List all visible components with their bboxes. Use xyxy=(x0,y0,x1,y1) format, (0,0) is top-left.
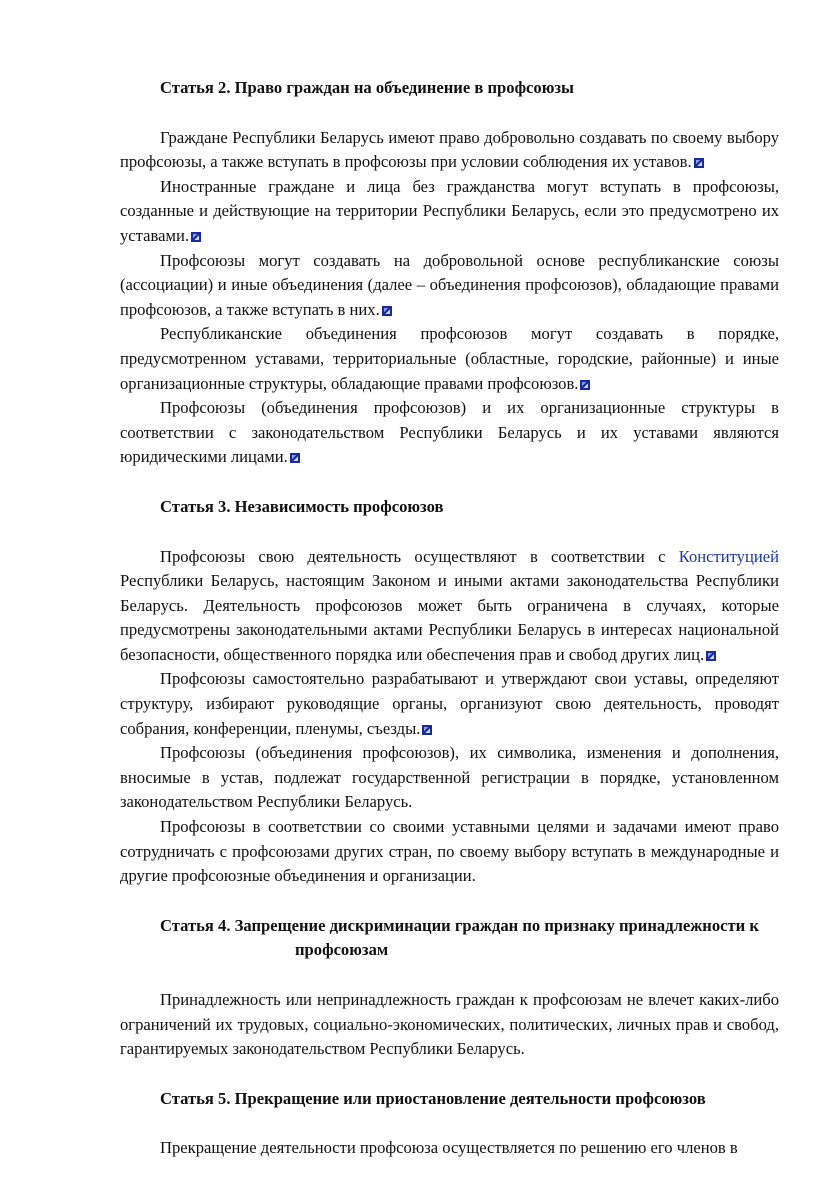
paragraph: Прекращение деятельности профсоюза осуществляется по решению его членов в xyxy=(160,1138,738,1158)
paragraph: Профсоюзы могут создавать на добровольной основе республиканские союзы (ассоциации) и иные объединения (далее – объединения профсоюзов), обладающие правами профсоюзов, а также вступать в них. xyxy=(120,250,779,319)
paragraph: Профсоюзы (объединения профсоюзов), их символика, изменения и дополнения, вносимые в устав, подлежат государственной регистрации в порядке, установленном законодательством Республики Беларусь. xyxy=(120,743,779,812)
article-5-heading: Статья 5. Прекращение или приостановление деятельности профсоюзов xyxy=(160,1088,706,1108)
article-5-body xyxy=(120,1136,779,1161)
article-4-body xyxy=(120,988,779,1062)
note-marker-icon[interactable] xyxy=(422,725,432,735)
article-3-body xyxy=(120,545,779,889)
note-marker-icon[interactable] xyxy=(694,158,704,168)
paragraph: Профсоюзы свою деятельность осуществляют в соответствии с Конституцией Республики Беларусь, настоящим Законом и иными актами законодательства Республики Беларусь. Деятельность профсоюзов может быть ограничена в случаях, которые предусмотрены законодательными актами Республики Беларусь в интересах национальной безопасности, общественного порядка или обеспечения прав и свобод других лиц. xyxy=(120,546,779,664)
paragraph: Принадлежность или непринадлежность граждан к профсоюзам не влечет каких-либо ограничений их трудовых, социально-экономических, политических, личных прав и свобод, гарантируемых законодательством Республики Беларусь. xyxy=(120,990,779,1059)
document-page xyxy=(120,72,779,1186)
note-marker-icon[interactable] xyxy=(706,651,716,661)
article-2-body xyxy=(120,126,779,470)
paragraph: Профсоюзы самостоятельно разрабатывают и утверждают свои уставы, определяют структуру, избирают руководящие органы, организуют свою деятельность, проводят собрания, конференции, пленумы, съезды. xyxy=(120,669,779,738)
constitution-link[interactable]: Конституцией xyxy=(678,546,779,566)
paragraph: Профсоюзы в соответствии со своими уставными целями и задачами имеют право сотрудничать с профсоюзами других стран, по своему выбору вступать в международные и другие профсоюзные объединения и организации. xyxy=(120,817,779,886)
note-marker-icon[interactable] xyxy=(191,232,201,242)
article-3-heading: Статья 3. Независимость профсоюзов xyxy=(160,496,444,516)
article-4-heading: Статья 4. Запрещение дискриминации граждан по признаку принадлежности к профсоюзам xyxy=(160,915,759,960)
article-2-heading: Статья 2. Право граждан на объединение в профсоюзы xyxy=(160,78,575,97)
paragraph: Республиканские объединения профсоюзов могут создавать в порядке, предусмотренном уставами, территориальные (областные, городские, районные) и иные организационные структуры, обладающие правами профсоюзов. xyxy=(120,324,779,393)
paragraph: Профсоюзы (объединения профсоюзов) и их организационные структуры в соответствии с законодательством Республики Беларусь и их уставами являются юридическими лицами. xyxy=(120,398,779,467)
note-marker-icon[interactable] xyxy=(290,453,300,463)
note-marker-icon[interactable] xyxy=(580,380,590,390)
note-marker-icon[interactable] xyxy=(382,306,392,316)
paragraph: Иностранные граждане и лица без гражданства могут вступать в профсоюзы, созданные и действующие на территории Республики Беларусь, если это предусмотрено их уставами. xyxy=(120,176,779,245)
paragraph: Граждане Республики Беларусь имеют право добровольно создавать по своему выбору профсоюзы, а также вступать в профсоюзы при условии соблюдения их уставов. xyxy=(120,127,779,172)
